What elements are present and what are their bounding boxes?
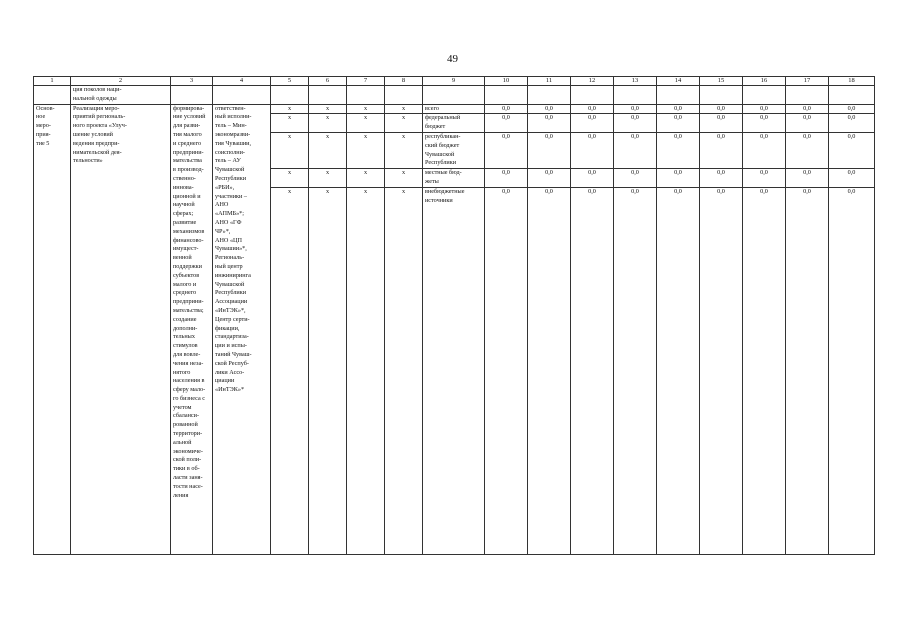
funding-source: республикан- ский бюджет Чувашской Республики [423, 132, 485, 168]
amount-cell: 0,0 [829, 169, 875, 188]
column-header: 3 [171, 77, 213, 86]
column-header: 14 [657, 77, 700, 86]
code-cell: х [385, 188, 423, 555]
empty-cell [657, 86, 700, 105]
empty-cell [213, 86, 271, 105]
amount-cell: 0,0 [485, 188, 528, 555]
column-header: 6 [309, 77, 347, 86]
amount-cell: 0,0 [786, 132, 829, 168]
amount-cell: 0,0 [657, 132, 700, 168]
amount-cell: 0,0 [743, 114, 786, 133]
code-cell: х [347, 169, 385, 188]
empty-cell [786, 86, 829, 105]
amount-cell: 0,0 [614, 188, 657, 555]
code-cell: х [385, 132, 423, 168]
column-header: 2 [71, 77, 171, 86]
code-cell: х [347, 104, 385, 114]
code-cell: х [271, 132, 309, 168]
code-cell: х [347, 188, 385, 555]
funding-source: местные бюд- жеты [423, 169, 485, 188]
amount-cell: 0,0 [528, 169, 571, 188]
amount-cell: 0,0 [657, 169, 700, 188]
funding-source: всего [423, 104, 485, 114]
amount-cell: 0,0 [743, 132, 786, 168]
amount-cell: 0,0 [700, 169, 743, 188]
code-cell: х [271, 188, 309, 555]
amount-cell: 0,0 [528, 114, 571, 133]
amount-cell: 0,0 [485, 104, 528, 114]
code-cell: х [385, 169, 423, 188]
amount-cell: 0,0 [485, 169, 528, 188]
amount-cell: 0,0 [485, 132, 528, 168]
code-cell: х [271, 169, 309, 188]
code-cell: х [271, 114, 309, 133]
empty-cell [171, 86, 213, 105]
amount-cell: 0,0 [485, 114, 528, 133]
code-cell: х [309, 114, 347, 133]
empty-cell [485, 86, 528, 105]
code-cell: х [347, 132, 385, 168]
column-header: 11 [528, 77, 571, 86]
column-header: 4 [213, 77, 271, 86]
column-header: 7 [347, 77, 385, 86]
column-header: 12 [571, 77, 614, 86]
amount-cell: 0,0 [829, 114, 875, 133]
header-row [34, 77, 875, 86]
amount-cell: 0,0 [829, 188, 875, 555]
amount-cell: 0,0 [614, 169, 657, 188]
column-header: 17 [786, 77, 829, 86]
code-cell: х [309, 169, 347, 188]
empty-cell [271, 86, 309, 105]
code-cell: х [347, 114, 385, 133]
amount-cell: 0,0 [700, 104, 743, 114]
amount-cell: 0,0 [743, 104, 786, 114]
empty-cell [385, 86, 423, 105]
amount-cell: 0,0 [614, 104, 657, 114]
empty-cell [347, 86, 385, 105]
amount-cell: 0,0 [614, 132, 657, 168]
amount-cell: 0,0 [657, 104, 700, 114]
activity-goals: формирова- ние условий для разви- тия малого и среднего предприни- мательства в производ- ственно- иннова- ционной и научной сферах; развитие механизмов финансово- имущест- венной поддержки субъектов малого и среднего предприни- мательства; создание дополни- тельных стимулов для вовле- чения неза- нятого населения в сферу мало- го бизнеса с учетом сбаланси- рованной территори- альной экономиче- ской поли- тики в об- ласти заня- тости насе- ления [171, 104, 213, 555]
code-cell: х [271, 104, 309, 114]
amount-cell: 0,0 [528, 104, 571, 114]
carry-over-text: ция поколов наци- нальной одежды [71, 86, 171, 105]
carry-over-row [34, 86, 875, 105]
amount-cell: 0,0 [571, 169, 614, 188]
amount-cell: 0,0 [786, 188, 829, 555]
empty-cell [700, 86, 743, 105]
empty-cell [614, 86, 657, 105]
table-row [34, 104, 875, 114]
empty-cell [34, 86, 71, 105]
amount-cell: 0,0 [786, 114, 829, 133]
funding-source: внебюджетные источники [423, 188, 485, 555]
amount-cell: 0,0 [829, 104, 875, 114]
empty-cell [829, 86, 875, 105]
amount-cell: 0,0 [571, 104, 614, 114]
column-header: 5 [271, 77, 309, 86]
code-cell: х [309, 132, 347, 168]
amount-cell: 0,0 [571, 114, 614, 133]
column-header: 8 [385, 77, 423, 86]
column-header: 10 [485, 77, 528, 86]
responsible-executor: ответствен- ный исполни- тель – Мин- экономразви- тия Чувашии, соисполни- тель – АУ Чувашской Республики «РБИ», участники – АНО «АПМБ»*; АНО «ГФ ЧР»*, АНО «ЦП Чувашии»*, Региональ- ный центр инжиниринга Чувашской Республики Ассоциации «ИнТЭК»*, Центр серти- фикации, стандартиза- ции и испы- таний Чуваш- ской Респуб- лики Ассо- циации «ИнТЭК»* [213, 104, 271, 555]
amount-cell: 0,0 [786, 104, 829, 114]
empty-cell [743, 86, 786, 105]
column-header: 1 [34, 77, 71, 86]
code-cell: х [309, 188, 347, 555]
column-header: 13 [614, 77, 657, 86]
amount-cell: 0,0 [743, 188, 786, 555]
amount-cell: 0,0 [743, 169, 786, 188]
activity-number: Основ- ное меро- прия- тие 5 [34, 104, 71, 555]
empty-cell [571, 86, 614, 105]
column-header: 15 [700, 77, 743, 86]
amount-cell: 0,0 [528, 188, 571, 555]
amount-cell: 0,0 [528, 132, 571, 168]
empty-cell [309, 86, 347, 105]
amount-cell: 0,0 [786, 169, 829, 188]
amount-cell: 0,0 [614, 114, 657, 133]
empty-cell [528, 86, 571, 105]
column-header: 9 [423, 77, 485, 86]
amount-cell: 0,0 [657, 188, 700, 555]
amount-cell: 0,0 [571, 132, 614, 168]
code-cell: х [385, 104, 423, 114]
amount-cell: 0,0 [571, 188, 614, 555]
empty-cell [423, 86, 485, 105]
amount-cell: 0,0 [700, 132, 743, 168]
activity-name: Реализация меро- приятий региональ- ного проекта «Улуч- шение условий ведения предпри- нимательской дея- тельности» [71, 104, 171, 555]
amount-cell: 0,0 [829, 132, 875, 168]
amount-cell: 0,0 [657, 114, 700, 133]
page-number: 49 [447, 53, 458, 65]
program-table [33, 76, 875, 555]
funding-source: федеральный бюджет [423, 114, 485, 133]
code-cell: х [385, 114, 423, 133]
column-header: 18 [829, 77, 875, 86]
column-header: 16 [743, 77, 786, 86]
amount-cell: 0,0 [700, 114, 743, 133]
code-cell: х [309, 104, 347, 114]
amount-cell: 0,0 [700, 188, 743, 555]
